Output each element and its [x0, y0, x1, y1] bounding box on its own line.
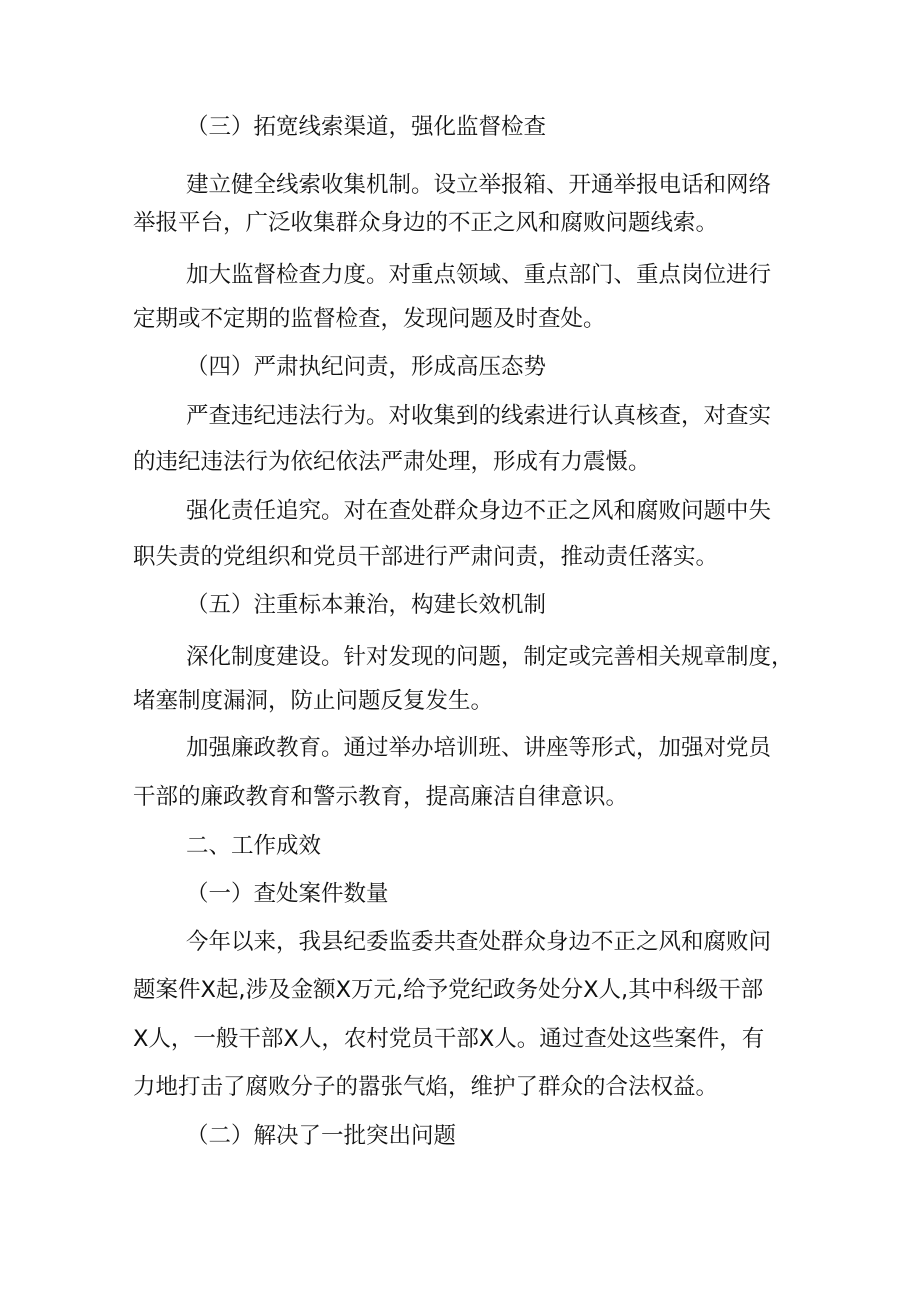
section-heading: （五）注重标本兼治，构建长效机制: [186, 592, 547, 618]
chapter-heading: 二、工作成效: [186, 833, 322, 859]
paragraph-line: 举报平台，广泛收集群众身边的不正之风和腐败问题线索。: [133, 210, 719, 236]
section-heading: （四）严肃执纪问责，形成高压态势: [186, 354, 547, 380]
paragraph-line: 定期或不定期的监督检查，发现问题及时查处。: [133, 306, 606, 332]
paragraph-line: 干部的廉政教育和警示教育，提高廉洁自律意识。: [133, 784, 629, 810]
paragraph-line: 堵塞制度漏洞，防止问题反复发生。: [133, 688, 494, 714]
paragraph-line: 力地打击了腐败分子的嚣张气焰，维护了群众的合法权益。: [133, 1074, 719, 1100]
paragraph-line: 加大监督检查力度。对重点领域、重点部门、重点岗位进行: [186, 262, 772, 288]
paragraph-line: 严查违纪违法行为。对收集到的线索进行认真核查，对查实: [186, 403, 772, 429]
paragraph-line: 题案件X起,涉及金额X万元,给予党纪政务处分X人,其中科级干部: [133, 977, 764, 1003]
paragraph-line: 职失责的党组织和党员干部进行严肃问责，推动责任落实。: [133, 544, 719, 570]
paragraph-line: 深化制度建设。针对发现的问题，制定或完善相关规章制度，: [186, 644, 794, 670]
paragraph-line: 的违纪违法行为依纪依法严肃处理，形成有力震慑。: [133, 449, 651, 475]
section-heading: （一）查处案件数量: [186, 881, 389, 907]
section-heading: （二）解决了一批突出问题: [186, 1123, 457, 1149]
paragraph-line: 加强廉政教育。通过举办培训班、讲座等形式，加强对党员: [186, 735, 772, 761]
section-heading: （三）拓宽线索渠道，强化监督检查: [186, 114, 547, 140]
paragraph-line: 强化责任追究。对在查处群众身边不正之风和腐败问题中失: [186, 498, 772, 524]
paragraph-line: 建立健全线索收集机制。设立举报箱、开通举报电话和网络: [186, 172, 772, 198]
paragraph-line: X人，一般干部X人，农村党员干部X人。通过查处这些案件，有: [133, 1026, 765, 1052]
paragraph-line: 今年以来，我县纪委监委共查处群众身边不正之风和腐败问: [186, 929, 772, 955]
